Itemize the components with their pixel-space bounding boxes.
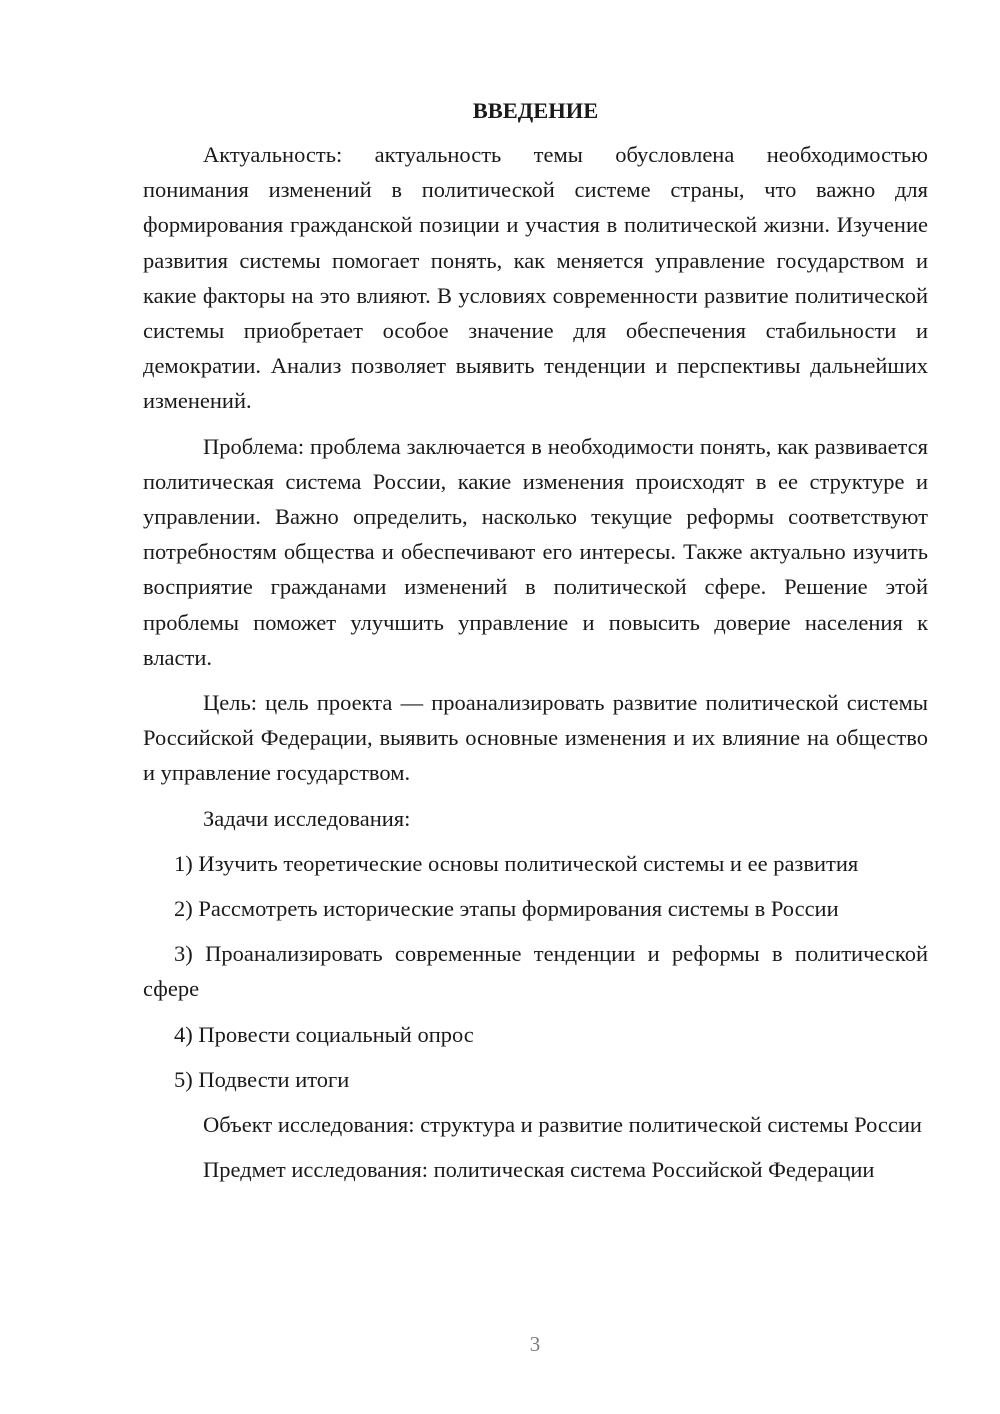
research-subject-paragraph: Предмет исследования: политическая система Российской Федерации bbox=[203, 1157, 875, 1183]
task-item: 1) Изучить теоретические основы политической системы и ее развития bbox=[174, 850, 859, 876]
page-number: 3 bbox=[529, 1332, 541, 1356]
relevance-paragraph: Актуальность: актуальность темы обусловлена необходимостью понимания изменений в политической системе страны, что важно для формирования гражданской позиции и участия в политической жизни. Изучение развития системы помогает понять, как меняется управление государством и какие факторы на это влияют. В условиях современности развитие политической системы приобретает особое значение для обеспечения стабильности и демократии. Анализ позволяет выявить тенденции и перспективы дальнейших изменений. bbox=[143, 142, 928, 414]
task-item: 4) Провести социальный опрос bbox=[174, 1021, 474, 1047]
document-body bbox=[143, 96, 928, 1197]
task-item: 5) Подвести итоги bbox=[174, 1066, 350, 1092]
goal-paragraph: Цель: цель проекта — проанализировать развитие политической системы Российской Федерации, выявить основные изменения и их влияние на общество и управление государством. bbox=[143, 690, 928, 786]
section-title: ВВЕДЕНИЕ bbox=[472, 98, 599, 123]
research-object-paragraph: Объект исследования: структура и развитие политической системы России bbox=[203, 1112, 922, 1138]
problem-paragraph: Проблема: проблема заключается в необходимости понять, как развивается политическая система России, какие изменения происходят в ее структуре и управлении. Важно определить, насколько текущие реформы соответствуют потребностям общества и обеспечивают его интересы. Также актуально изучить восприятие гражданами изменений в политической сфере. Решение этой проблемы поможет улучшить управление и повысить доверие населения к власти. bbox=[143, 433, 928, 670]
task-item: 3) Проанализировать современные тенденции и реформы в политической сфере bbox=[143, 941, 928, 1002]
tasks-heading: Задачи исследования: bbox=[203, 805, 411, 831]
task-item: 2) Рассмотреть исторические этапы формирования системы в России bbox=[174, 896, 839, 922]
